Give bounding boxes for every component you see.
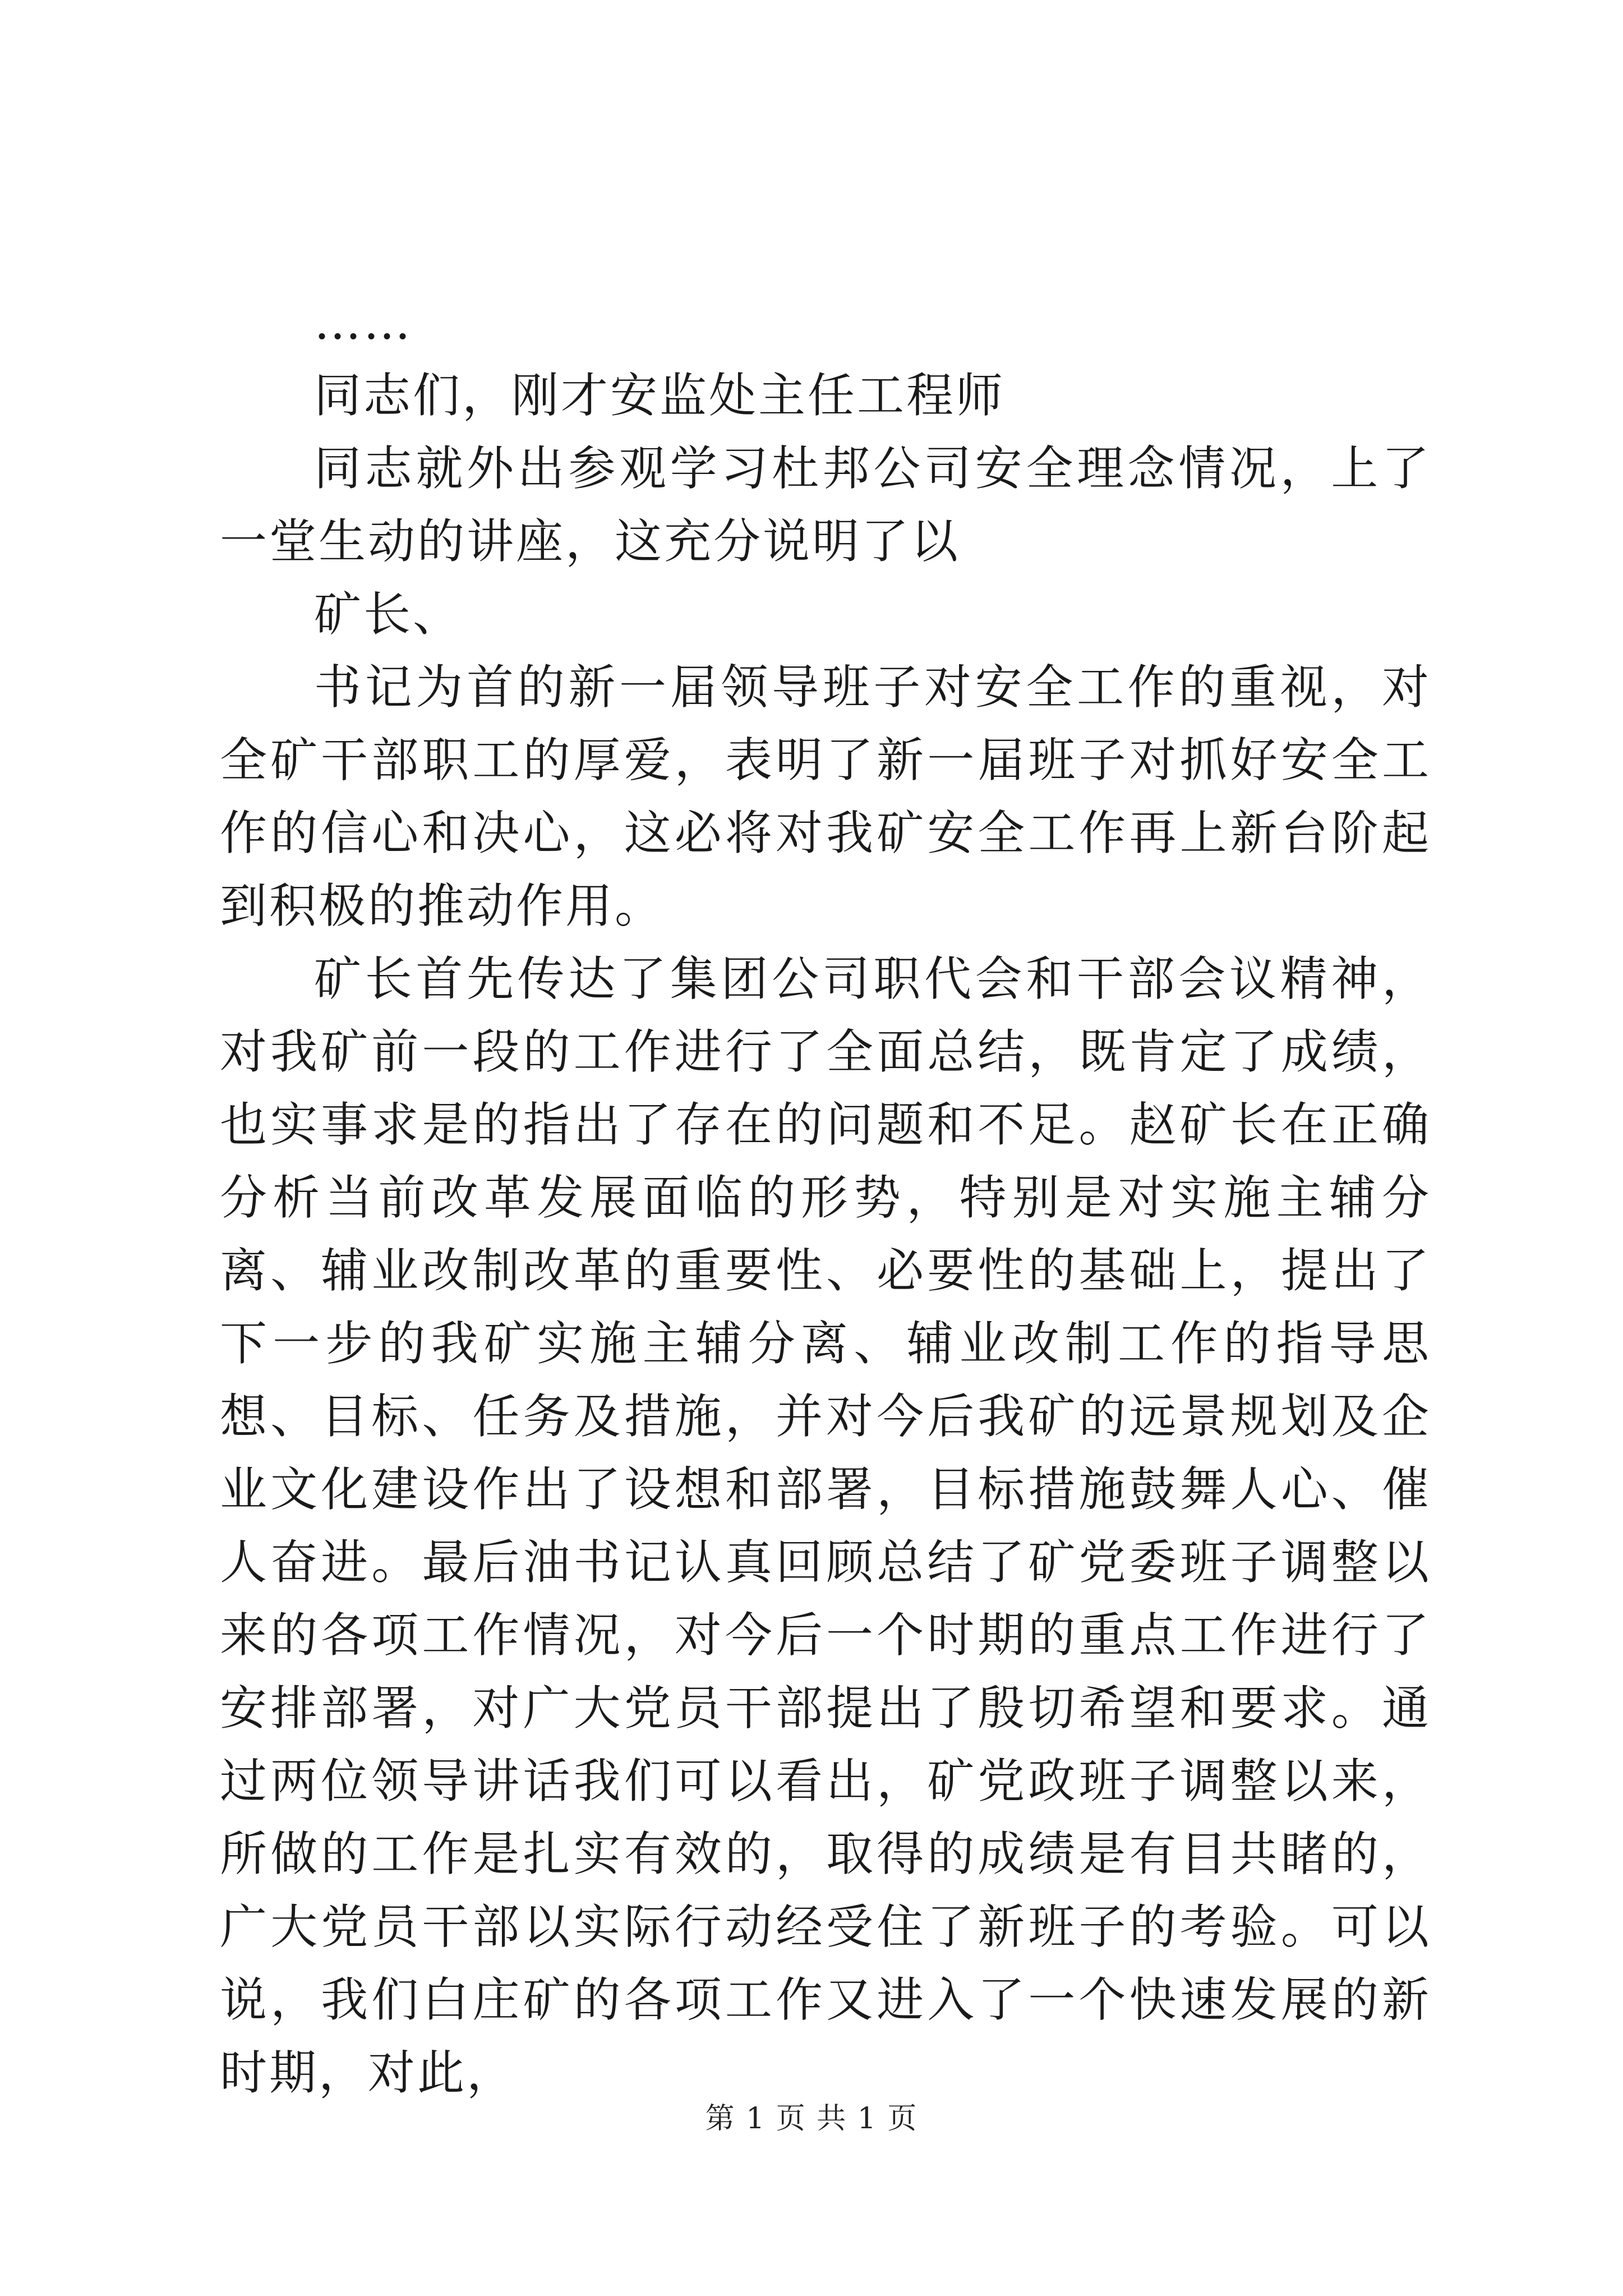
- paragraph-greeting: 同志们，刚才安监处主任工程师: [314, 368, 1006, 423]
- paragraph-leadership: 书记为首的新一届领导班子对安全工作的重视，对全矿干部职工的厚爱，表明了新一届班子对抓好安全工作的信心和决心，这必将对我矿安全工作再上新台阶起到积极的推动作用。: [220, 660, 1431, 933]
- page-footer: 第 1 页 共 1 页: [705, 2102, 918, 2136]
- paragraph-summary: 矿长首先传达了集团公司职代会和干部会议精神，对我矿前一段的工作进行了全面总结，既肯定了成绩，也实事求是的指出了存在的问题和不足。赵矿长在正确分析当前改革发展面临的形势，特别是对实施主辅分离、辅业改制改革的重要性、必要性的基础上，提出了下一步的我矿实施主辅分离、辅业改制工作的指导思想、目标、任务及措施，并对今后我矿的远景规划及企业文化建设作出了设想和部署，目标措施鼓舞人心、催人奋进。最后油书记认真回顾总结了矿党委班子调整以来的各项工作情况，对今后一个时期的重点工作进行了安排部署，对广大党员干部提出了殷切希望和要求。通过两位领导讲话我们可以看出，矿党政班子调整以来，所做的工作是扎实有效的，取得的成绩是有目共睹的，广大党员干部以实际行动经受住了新班子的考验。可以说，我们白庄矿的各项工作又进入了一个快速发展的新时期，对此，: [220, 951, 1431, 2100]
- paragraph-lecture: 同志就外出参观学习杜邦公司安全理念情况，上了一堂生动的讲座，这充分说明了以: [220, 441, 1431, 569]
- paragraph-mine-director: 矿长、: [314, 587, 463, 642]
- paragraph-ellipsis: ……: [314, 295, 413, 350]
- document-body: [220, 286, 1431, 2109]
